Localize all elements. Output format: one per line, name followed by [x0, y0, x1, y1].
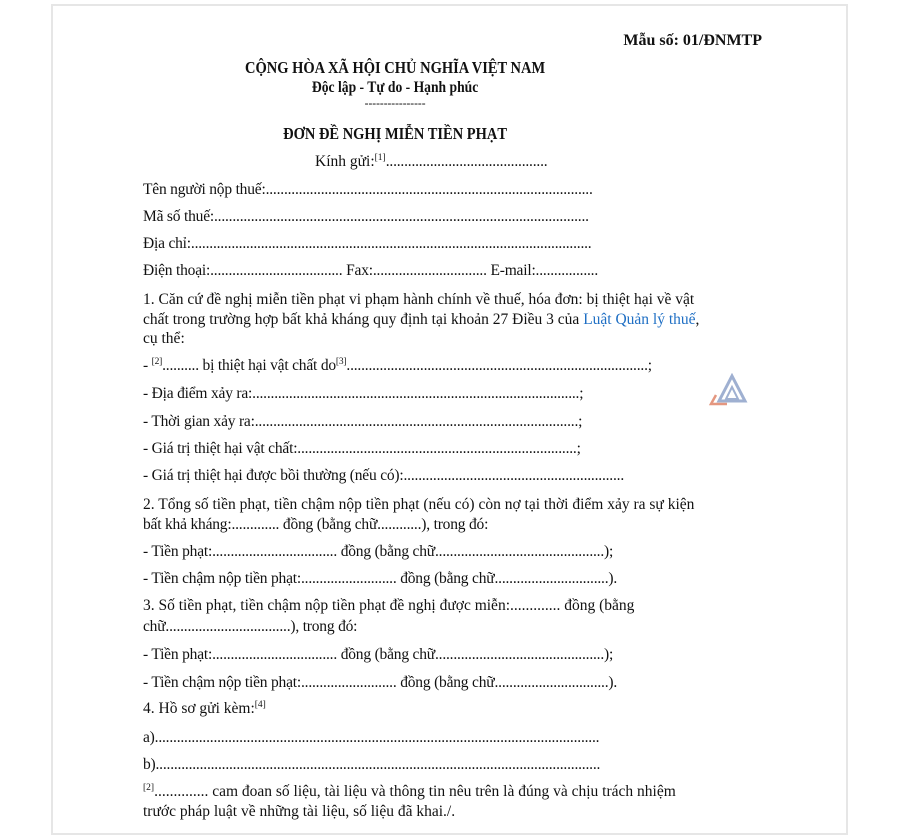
motto: Độc lập - Tự do - Hạnh phúc — [311, 79, 479, 96]
footnote-ref: [2] — [143, 783, 155, 793]
tax-code-field[interactable]: Mã số thuế:...................................................................................................... — [143, 208, 589, 225]
damage-cause-dots[interactable]: ..................................................................................; — [346, 357, 652, 374]
section3-line1[interactable]: 3. Số tiền phạt, tiền chậm nộp tiền phạt đề nghị được miễn:............. đồng (bằng — [143, 597, 635, 614]
triangle-logo-icon — [697, 373, 767, 409]
form-code: Mẫu số: 01/ĐNMTP — [623, 32, 762, 49]
compensation-field[interactable]: - Giá trị thiệt hại được bồi thường (nếu có):............................................................ — [143, 467, 625, 484]
section1-line1: 1. Căn cứ đề nghị miễn tiền phạt vi phạm hành chính về thuế, hóa đơn: bị thiệt hại về vật — [143, 291, 695, 308]
tax-law-link[interactable]: Luật Quản lý thuế — [583, 311, 696, 328]
section3-late-payment-field[interactable]: - Tiền chậm nộp tiền phạt:.......................... đồng (bằng chữ...............................). — [143, 674, 618, 691]
section3-line2[interactable]: chữ..................................), trong đó: — [143, 618, 358, 635]
recipient-field[interactable]: ............................................ — [385, 153, 548, 170]
section4-heading — [143, 699, 266, 719]
section1-line2 — [143, 310, 699, 330]
country-name: CỘNG HÒA XÃ HỘI CHỦ NGHĨA VIỆT NAM — [245, 58, 546, 77]
footnote-ref: [1] — [374, 153, 386, 163]
email-field[interactable]: E-mail:................. — [490, 262, 599, 279]
section2-penalty-field[interactable]: - Tiền phạt:.................................. đồng (bằng chữ..............................................); — [143, 543, 614, 560]
location-field[interactable]: - Địa điểm xảy ra:.........................................................................................; — [143, 385, 584, 402]
address-field[interactable]: Địa chỉ:............................................................................................................. — [143, 235, 592, 252]
declaration-line2: trước pháp luật về những tài liệu, số liệu đã khai./. — [143, 803, 456, 820]
section2-line2[interactable]: bất khả kháng:............. đồng (bằng chữ............), trong đó: — [143, 516, 489, 533]
time-field[interactable]: - Thời gian xảy ra:........................................................................................; — [143, 413, 583, 430]
section1-line3: cụ thể: — [143, 330, 185, 347]
header-separator: ---------------- — [364, 95, 426, 110]
dash: - — [143, 357, 152, 374]
damage-value-field[interactable]: - Giá trị thiệt hại vật chất:............................................................................; — [143, 440, 581, 457]
recipient-line — [315, 152, 547, 172]
damage-text: .......... bị thiệt hại vật chất do — [162, 357, 336, 374]
footnote-ref: [2] — [151, 357, 163, 367]
footnote-ref: [3] — [335, 357, 347, 367]
phone-field[interactable]: Điện thoại:.................................... — [143, 262, 343, 279]
taxpayer-name-field[interactable]: Tên người nộp thuế:......................................................................................... — [143, 181, 593, 198]
damage-cause-field[interactable] — [143, 356, 652, 376]
section3-penalty-field[interactable]: - Tiền phạt:.................................. đồng (bằng chữ..............................................); — [143, 646, 614, 663]
section2-line1: 2. Tổng số tiền phạt, tiền chậm nộp tiền phạt (nếu có) còn nợ tại thời điểm xảy ra sự kiện — [143, 496, 695, 513]
declaration-line1 — [143, 782, 676, 802]
fax-field[interactable]: Fax:............................... — [346, 262, 487, 279]
contact-line — [143, 261, 598, 281]
attachment-a-field[interactable]: a)......................................................................................................................... — [143, 729, 600, 746]
comma: , — [695, 311, 700, 328]
footnote-ref: [4] — [254, 700, 266, 710]
attachment-b-field[interactable]: b)......................................................................................................................... — [143, 756, 601, 773]
recipient-label: Kính gửi: — [315, 153, 375, 170]
section2-late-payment-field[interactable]: - Tiền chậm nộp tiền phạt:.......................... đồng (bằng chữ...............................). — [143, 570, 618, 587]
attachments-label: 4. Hồ sơ gửi kèm: — [143, 700, 255, 717]
declaration-text[interactable]: .............. cam đoan số liệu, tài liệu và thông tin nêu trên là đúng và chịu trách nhiệm — [154, 783, 676, 800]
watermark-logo — [697, 373, 767, 423]
form-title: ĐƠN ĐỀ NGHỊ MIỄN TIỀN PHẠT — [283, 124, 508, 143]
section1-line2-text: chất trong trường hợp bất khả kháng quy định tại khoản 27 Điều 3 của — [143, 311, 584, 328]
